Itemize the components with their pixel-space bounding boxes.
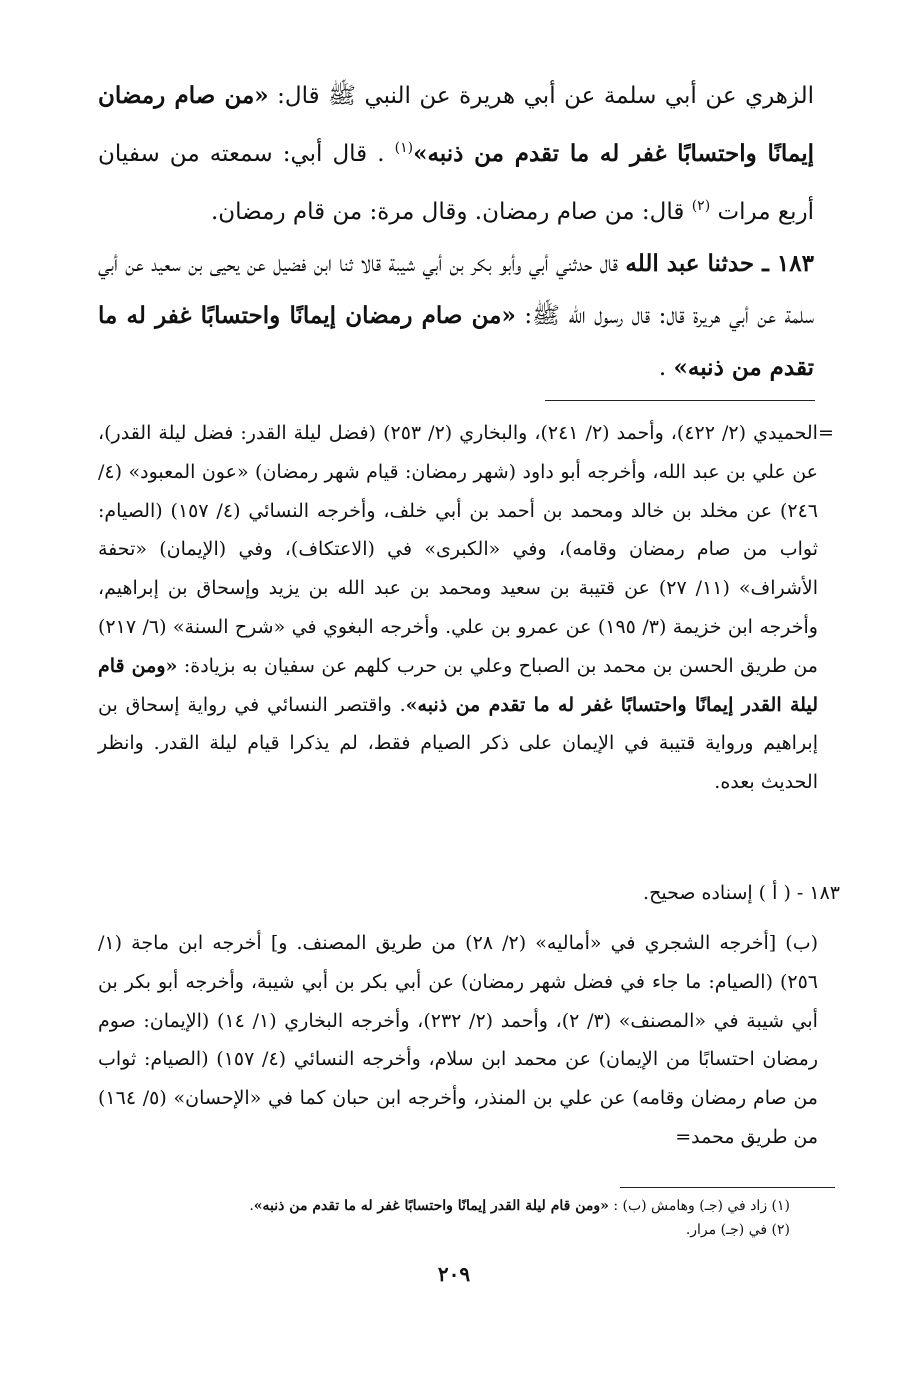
- footnote-1-end: .: [249, 1198, 254, 1214]
- footnote-2-text: في (جـ) مرار.: [685, 1222, 772, 1238]
- page-number: ٢٠٩: [437, 1262, 471, 1286]
- footnote-2: [130, 1218, 790, 1242]
- p1-intro: الزهري عن أبي سلمة عن أبي هريرة عن النبي ﷺ قال:: [268, 83, 814, 109]
- footnote-ref-2[interactable]: (٢): [691, 198, 711, 214]
- footnote-1: [130, 1194, 790, 1218]
- continuation-mark: =: [818, 422, 834, 444]
- paragraph-1: [98, 70, 814, 238]
- note-a-bold-addition: «ومن قام ليلة القدر إيمانًا واحتسابًا غفر له ما تقدم من ذنبه»: [98, 654, 818, 716]
- p2-end: .: [658, 355, 674, 381]
- p2-hadith-quote: «من صام رمضان إيمانًا واحتسابًا غفر له ما تقدم من ذنبه»: [98, 302, 814, 381]
- takhrij-note-continued: [98, 414, 818, 802]
- footnote-1-text: زاد في (جـ) وهامش (ب) :: [608, 1198, 772, 1214]
- note-a-text-1: الحميدي (٢/ ٤٢٢)، وأحمد (٢/ ٢٤١)، والبخاري (٢/ ٢٥٣) (فضل ليلة القدر: فضل ليلة القدر)، عن علي بن عبد الله، وأخرجه أبو داود (شهر رمضان: قيام شهر رمضان) «عون المعبود» (٤/ ٢٤٦) عن مخلد بن خالد ومحمد بن أحمد بن أبي خلف، وأخرجه النسائي (٤/ ١٥٧) (الصيام: ثواب من صام رمضان وقامه)، وفي «الكبرى» في (الاعتكاف)، وفي (الإيمان) «تحفة الأشراف» (١١/ ٢٧) عن قتيبة بن سعيد ومحمد بن عبد الله بن يزيد وإسحاق بن إبراهيم، وأخرجه ابن خزيمة (٣/ ١٩٥) عن عمرو بن علي. وأخرجه البغوي في «شرح السنة» (٦/ ٢١٧) من طريق الحسن بن محمد بن الصباح وعلي بن حرب كلهم عن سفيان به بزيادة:: [98, 422, 818, 677]
- paragraph-183: [98, 238, 814, 394]
- footnote-2-number: (٢): [771, 1222, 790, 1238]
- notes-separator: [545, 400, 815, 401]
- footnote-1-bold: «ومن قام ليلة القدر إيمانًا واحتسابًا غفر له ما تقدم من ذنبه»: [253, 1198, 609, 1214]
- hadith-number-183: ١٨٣ ـ حدثنا عبد الله: [625, 250, 814, 277]
- main-text: [98, 70, 814, 394]
- p2-text: قال حدثني أبي وأبو بكر بن أبي شيبة قالا ثنا ابن فضيل عن يحيى بن سعيد عن أبي سلمة عن أبي هريرة قال: قال رسول الله ﷺ:: [98, 251, 815, 329]
- footnote-1-number: (١): [771, 1198, 790, 1214]
- footnote-ref-1[interactable]: (١): [394, 140, 414, 156]
- p1-rest: . قال أبي: سمعته من سفيان أربع مرات: [98, 141, 814, 225]
- note-a-text-2: . واقتصر النسائي في رواية إسحاق بن إبراهيم ورواية قتيبة في الإيمان على ذكر الصيام فقط، لم يذكرا قيام ليلة القدر. وانظر الحديث بعده.: [98, 693, 818, 794]
- p1-end: قال: من صام رمضان. وقال مرة: من قام رمضان.: [210, 199, 692, 225]
- takhrij-note-b: (ب) [أخرجه الشجري في «أماليه» (٢/ ٢٨) من طريق المصنف. و] أخرجه ابن ماجة (١/ ٢٥٦) (الصيام: ما جاء في فضل شهر رمضان) عن أبي بكر بن أبي شيبة، وأخرجه أبو بكر بن أبي شيبة في «المصنف» (٣/ ٢)، وأحمد (٢/ ٢٣٢)، وأخرجه البخاري (١/ ١٤) (الإيمان: صوم رمضان احتسابًا من الإيمان) عن محمد ابن سلام، وأخرجه النسائي (٤/ ١٥٧) (الصيام: ثواب من صام رمضان وقامه) عن علي بن المنذر، وأخرجه ابن حبان كما في «الإحسان» (٥/ ١٦٤) من طريق محمد=: [98, 932, 819, 1148]
- note-item-183: ١٨٣ - ( أ ) إسناده صحيح.: [643, 882, 840, 904]
- footnotes-separator: [620, 1187, 835, 1188]
- p1-hadith-quote: «من صام رمضان إيمانًا واحتسابًا غفر له ما تقدم من ذنبه»: [98, 82, 814, 167]
- footnotes: [130, 1194, 790, 1242]
